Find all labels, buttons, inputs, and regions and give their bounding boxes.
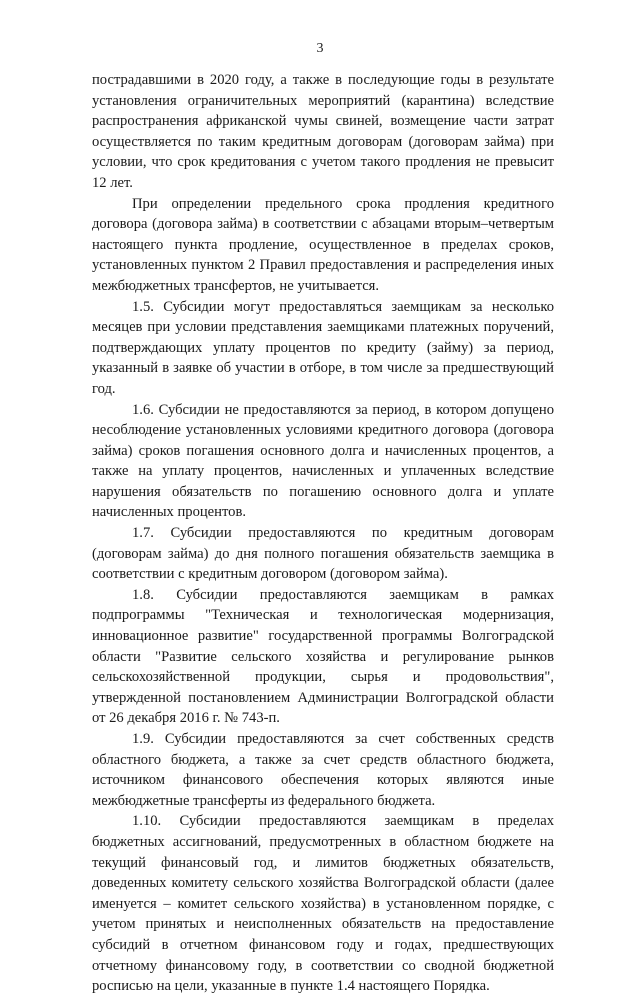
paragraph-clause-1-10: 1.10. Субсидии предоставляются заемщикам в пределах бюджетных ассигнований, предусмотренных в областном бюджете на текущий финансовый год, и лимитов бюджетных обязательств, доведенных комитету сельского хозяйства Волгоградской области (далее именуется – комитет сельского хозяйства) в установленном порядке, с учетом принятых и неисполненных обязательств на предоставление субсидий в отчетном финансовом году и годах, предшествующих отчетному финансовому году, в соответствии со сводной бюджетной росписью на цели, указанные в пункте 1.4 настоящего Порядка.	[92, 813, 554, 995]
document-body	[92, 70, 554, 997]
paragraph-clause-1-5: 1.5. Субсидии могут предоставляться заемщикам за несколько месяцев при условии представления заемщиками платежных поручений, подтверждающих уплату процентов по кредиту (займу) за период, указанный в заявке об участии в отборе, в том числе за предшествующий год.	[92, 298, 554, 397]
paragraph-clause-1-8: 1.8. Субсидии предоставляются заемщикам в рамках подпрограммы "Техническая и технологическая модернизация, инновационное развитие" государственной программы Волгоградской области "Развитие сельского хозяйства и регулирование рынков сельскохозяйственной продукции, сырья и продовольствия", утвержденной постановлением Администрации Волгоградской области от 26 декабря 2016 г. № 743-п.	[92, 586, 554, 727]
paragraph-continuation: пострадавшими в 2020 году, а также в последующие годы в результате установления ограничительных мероприятий (карантина) вследствие распространения африканской чумы свиней, возмещение части затрат осуществляется по таким кредитным договорам (договорам займа) при условии, что срок кредитования с учетом такого продления не превысит 12 лет.	[92, 72, 554, 191]
paragraph-clause-1-9: 1.9. Субсидии предоставляются за счет собственных средств областного бюджета, а также за счет средств областного бюджета, источником финансового обеспечения которых являются иные межбюджетные трансферты из федерального бюджета.	[92, 731, 554, 809]
page-number: 3	[316, 41, 324, 56]
paragraph-extension-term: При определении предельного срока продления кредитного договора (договора займа) в соответствии с абзацами вторым–четвертым настоящего пункта продление, осуществленное в пределах сроков, установленных пунктом 2 Правил предоставления и распределения иных межбюджетных трансфертов, не учитывается.	[92, 195, 554, 294]
paragraph-clause-1-6: 1.6. Субсидии не предоставляются за период, в котором допущено несоблюдение установленных условиями кредитного договора (договора займа) сроков погашения основного долга и начисленных процентов, а также на уплату процентов, начисленных и уплаченных вследствие нарушения обязательств по погашению основного долга и уплате начисленных процентов.	[92, 401, 554, 521]
paragraph-clause-1-7: 1.7. Субсидии предоставляются по кредитным договорам (договорам займа) до дня полного погашения обязательств заемщика в соответствии с кредитным договором (договором займа).	[92, 525, 554, 583]
